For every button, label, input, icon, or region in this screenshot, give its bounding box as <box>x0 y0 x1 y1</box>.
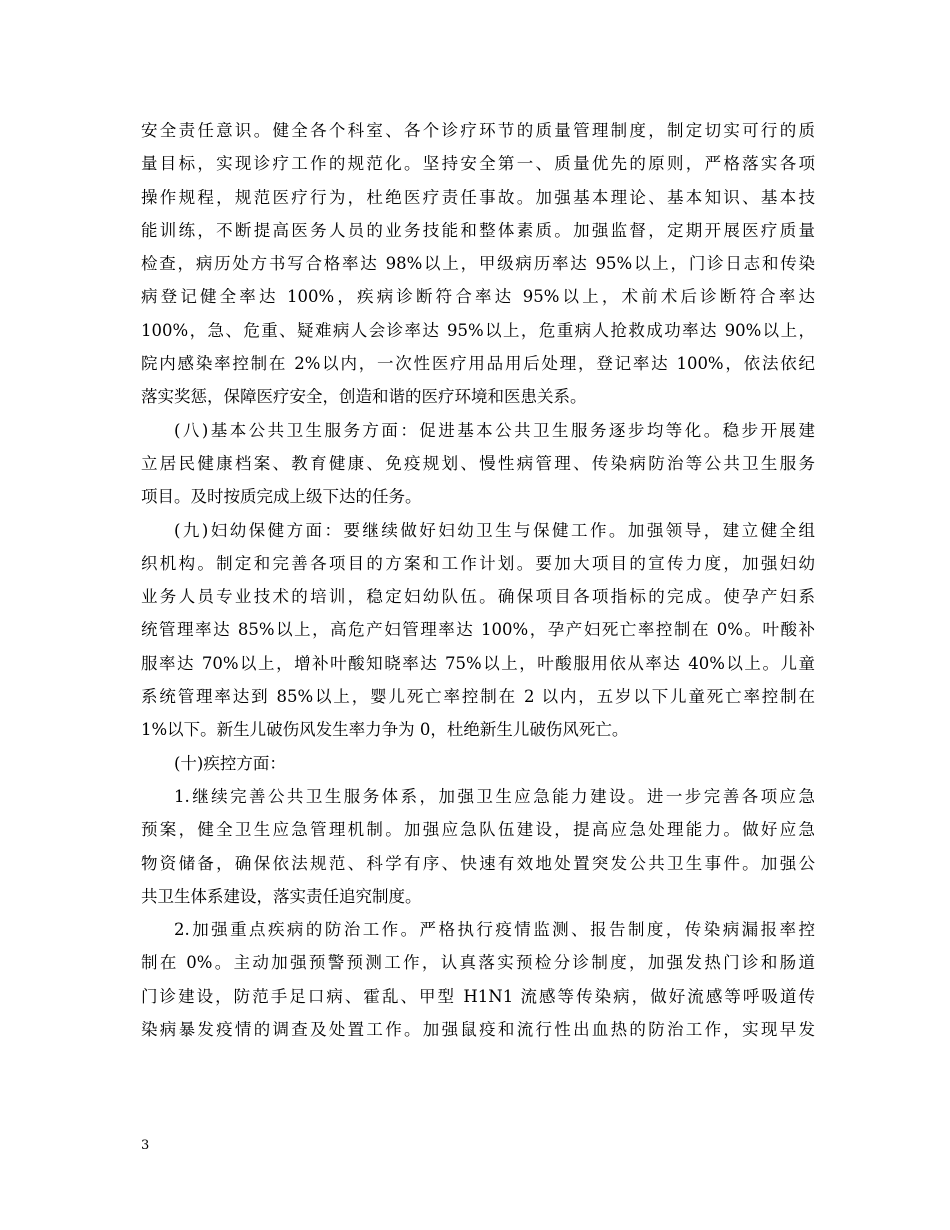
text-line: 安全责任意识。健全各个科室、各个诊疗环节的质量管理制度，制定切实可行的质 <box>141 121 815 140</box>
text-line: 能训练，不断提高医务人员的业务技能和整体素质。加强监督，定期开展医疗质量 <box>141 220 815 240</box>
text-line: 预案，健全卫生应急管理机制。加强应急队伍建设，提高应急处理能力。做好应急 <box>141 820 815 840</box>
paragraph <box>141 514 815 747</box>
text-line: 染病暴发疫情的调查及处置工作。加强鼠疫和流行性出血热的防治工作，实现早发 <box>141 1020 815 1040</box>
text-line: 系统管理率达到 85%以上，婴儿死亡率控制在 2 以内，五岁以下儿童死亡率控制在 <box>141 687 815 707</box>
page-number: 3 <box>141 1138 150 1153</box>
text-line: 项目。及时按质完成上级下达的任务。 <box>141 487 422 507</box>
text-line: (八)基本公共卫生服务方面：促进基本公共卫生服务逐步均等化。稳步开展建 <box>174 420 815 440</box>
text-line: 业务人员专业技术的培训，稳定妇幼队伍。确保项目各项指标的完成。使孕产妇系 <box>141 587 815 607</box>
text-line: 操作规程，规范医疗行为，杜绝医疗责任事故。加强基本理论、基本知识、基本技 <box>141 187 815 207</box>
paragraph <box>141 913 815 1046</box>
text-line: 1%以下。新生儿破伤风发生率力争为 0，杜绝新生儿破伤风死亡。 <box>141 720 629 740</box>
text-line: 制在 0%。主动加强预警预测工作，认真落实预检分诊制度，加强发热门诊和肠道 <box>141 953 815 973</box>
text-line: 落实奖惩，保障医疗安全，创造和谐的医疗环境和医患关系。 <box>141 387 587 407</box>
text-line: (十)疾控方面： <box>174 753 286 773</box>
text-line: 院内感染率控制在 2%以内，一次性医疗用品用后处理，登记率达 100%，依法依纪 <box>141 354 815 374</box>
text-line: 共卫生体系建设，落实责任追究制度。 <box>141 886 422 906</box>
text-line: 织机构。制定和完善各项目的方案和工作计划。要加大项目的宣传力度，加强妇幼 <box>141 553 815 573</box>
paragraph <box>141 780 815 913</box>
text-line: (九)妇幼保健方面：要继续做好妇幼卫生与保健工作。加强领导，建立健全组 <box>174 520 815 540</box>
text-line: 物资储备，确保依法规范、科学有序、快速有效地处置突发公共卫生事件。加强公 <box>141 853 815 873</box>
text-line: 立居民健康档案、教育健康、免疫规划、慢性病管理、传染病防治等公共卫生服务 <box>141 453 815 473</box>
text-line: 检查，病历处方书写合格率达 98%以上，甲级病历率达 95%以上，门诊日志和传染 <box>141 254 815 274</box>
text-line: 100%，急、危重、疑难病人会诊率达 95%以上，危重病人抢救成功率达 90%以上， <box>141 320 815 340</box>
paragraph <box>141 747 815 780</box>
paragraph <box>141 114 815 414</box>
text-line: 统管理率达 85%以上，高危产妇管理率达 100%，孕产妇死亡率控制在 0%。叶酸补 <box>141 620 815 640</box>
text-line: 病登记健全率达 100%，疾病诊断符合率达 95%以上，术前术后诊断符合率达 <box>141 287 815 307</box>
text-line: 2.加强重点疾病的防治工作。严格执行疫情监测、报告制度，传染病漏报率控 <box>174 920 815 940</box>
text-line: 门诊建设，防范手足口病、霍乱、甲型 H1N1 流感等传染病，做好流感等呼吸道传 <box>141 986 815 1006</box>
text-line: 1.继续完善公共卫生服务体系，加强卫生应急能力建设。进一步完善各项应急 <box>174 786 815 806</box>
text-line: 服率达 70%以上，增补叶酸知晓率达 75%以上，叶酸服用依从率达 40%以上。儿童 <box>141 653 815 673</box>
body-text <box>141 114 815 1046</box>
paragraph <box>141 414 815 514</box>
text-line: 量目标，实现诊疗工作的规范化。坚持安全第一、质量优先的原则，严格落实各项 <box>141 154 815 174</box>
